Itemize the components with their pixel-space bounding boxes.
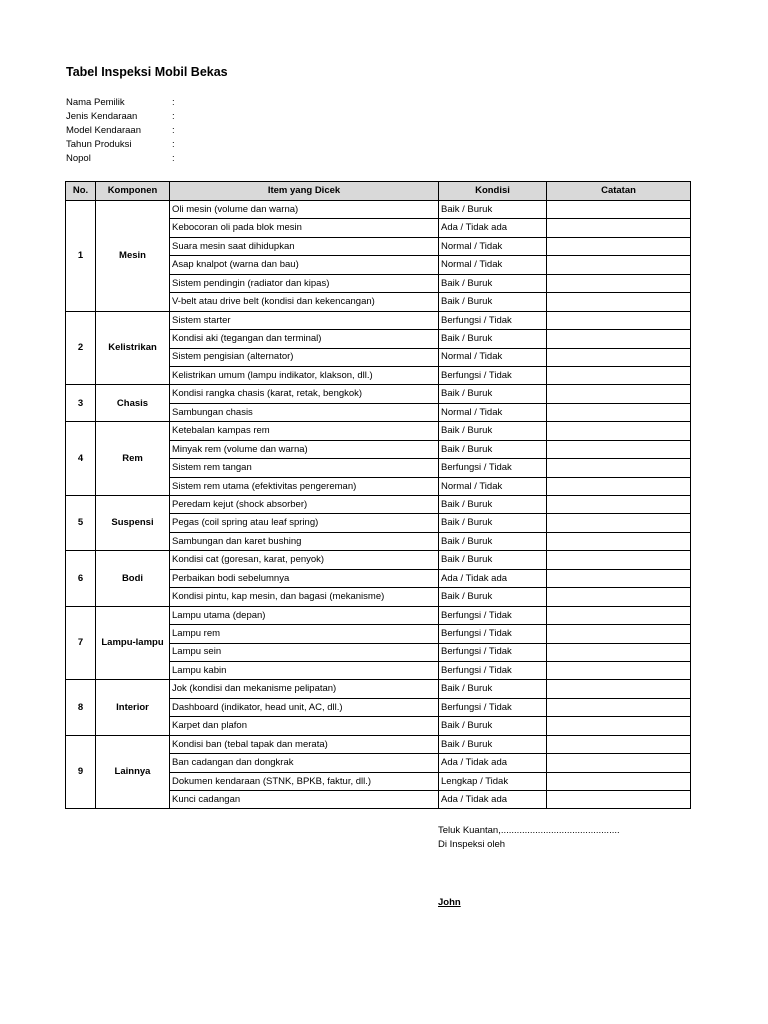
header-item: Item yang Dicek [170, 182, 439, 201]
info-row-vehicle-type [66, 110, 182, 124]
info-row-plate-number [66, 152, 182, 166]
check-item: Oli mesin (volume dan warna) [170, 201, 439, 219]
check-item: Sistem pendingin (radiator dan kipas) [170, 274, 439, 292]
component-name: Interior [96, 680, 170, 735]
check-item: Kondisi ban (tebal tapak dan merata) [170, 735, 439, 753]
check-item: Sambungan chasis [170, 403, 439, 421]
component-name: Rem [96, 422, 170, 496]
component-name: Kelistrikan [96, 311, 170, 385]
check-item: Kelistrikan umum (lampu indikator, klakson, dll.) [170, 366, 439, 384]
notes-cell[interactable] [547, 403, 691, 421]
check-item: Sambungan dan karet bushing [170, 532, 439, 550]
notes-cell[interactable] [547, 754, 691, 772]
notes-cell[interactable] [547, 514, 691, 532]
header-condition: Kondisi [439, 182, 547, 201]
info-row-vehicle-model [66, 124, 182, 138]
condition-options: Berfungsi / Tidak [439, 311, 547, 329]
info-value: : [172, 153, 175, 164]
notes-cell[interactable] [547, 588, 691, 606]
condition-options: Berfungsi / Tidak [439, 661, 547, 679]
condition-options: Baik / Buruk [439, 532, 547, 550]
condition-options: Baik / Buruk [439, 514, 547, 532]
check-item: Ban cadangan dan dongkrak [170, 754, 439, 772]
check-item: Lampu utama (depan) [170, 606, 439, 624]
info-label: Tahun Produksi [66, 139, 132, 150]
table-header-row [66, 182, 691, 201]
header-component: Komponen [96, 182, 170, 201]
page-title: Tabel Inspeksi Mobil Bekas [66, 65, 228, 79]
info-label: Nama Pemilik [66, 97, 125, 108]
condition-options: Berfungsi / Tidak [439, 366, 547, 384]
signature-caption: Di Inspeksi oleh [438, 839, 506, 850]
row-number: 3 [66, 385, 96, 422]
notes-cell[interactable] [547, 625, 691, 643]
condition-options: Ada / Tidak ada [439, 219, 547, 237]
condition-options: Baik / Buruk [439, 735, 547, 753]
check-item: V-belt atau drive belt (kondisi dan kekencangan) [170, 293, 439, 311]
notes-cell[interactable] [547, 330, 691, 348]
check-item: Karpet dan plafon [170, 717, 439, 735]
notes-cell[interactable] [547, 551, 691, 569]
info-value: : [172, 125, 175, 136]
notes-cell[interactable] [547, 569, 691, 587]
condition-options: Normal / Tidak [439, 256, 547, 274]
info-row-owner [66, 96, 182, 110]
signature-place-date: Teluk Kuantan,............................................. [438, 825, 620, 836]
condition-options: Baik / Buruk [439, 274, 547, 292]
component-name: Bodi [96, 551, 170, 606]
condition-options: Ada / Tidak ada [439, 791, 547, 809]
condition-options: Baik / Buruk [439, 496, 547, 514]
component-name: Suspensi [96, 496, 170, 551]
notes-cell[interactable] [547, 791, 691, 809]
condition-options: Baik / Buruk [439, 551, 547, 569]
vehicle-info [66, 96, 182, 166]
info-row-production-year [66, 138, 182, 152]
notes-cell[interactable] [547, 348, 691, 366]
condition-options: Baik / Buruk [439, 293, 547, 311]
info-value: : [172, 111, 175, 122]
condition-options: Normal / Tidak [439, 237, 547, 255]
notes-cell[interactable] [547, 274, 691, 292]
check-item: Sistem starter [170, 311, 439, 329]
notes-cell[interactable] [547, 459, 691, 477]
condition-options: Lengkap / Tidak [439, 772, 547, 790]
condition-options: Berfungsi / Tidak [439, 643, 547, 661]
inspection-table [65, 181, 691, 809]
notes-cell[interactable] [547, 717, 691, 735]
notes-cell[interactable] [547, 293, 691, 311]
condition-options: Normal / Tidak [439, 403, 547, 421]
row-number: 6 [66, 551, 96, 606]
check-item: Sistem pengisian (alternator) [170, 348, 439, 366]
component-name: Lampu-lampu [96, 606, 170, 680]
table-body [66, 201, 691, 809]
check-item: Kondisi pintu, kap mesin, dan bagasi (mekanisme) [170, 588, 439, 606]
check-item: Dashboard (indikator, head unit, AC, dll.) [170, 698, 439, 716]
notes-cell[interactable] [547, 422, 691, 440]
check-item: Suara mesin saat dihidupkan [170, 237, 439, 255]
notes-cell[interactable] [547, 477, 691, 495]
condition-options: Baik / Buruk [439, 680, 547, 698]
row-number: 2 [66, 311, 96, 385]
notes-cell[interactable] [547, 385, 691, 403]
condition-options: Berfungsi / Tidak [439, 698, 547, 716]
check-item: Peredam kejut (shock absorber) [170, 496, 439, 514]
condition-options: Ada / Tidak ada [439, 754, 547, 772]
condition-options: Berfungsi / Tidak [439, 625, 547, 643]
check-item: Lampu sein [170, 643, 439, 661]
condition-options: Baik / Buruk [439, 330, 547, 348]
table-row [66, 385, 691, 403]
check-item: Kebocoran oli pada blok mesin [170, 219, 439, 237]
notes-cell[interactable] [547, 772, 691, 790]
notes-cell[interactable] [547, 606, 691, 624]
condition-options: Baik / Buruk [439, 422, 547, 440]
notes-cell[interactable] [547, 366, 691, 384]
check-item: Kondisi cat (goresan, karat, penyok) [170, 551, 439, 569]
info-label: Model Kendaraan [66, 125, 141, 136]
condition-options: Berfungsi / Tidak [439, 606, 547, 624]
check-item: Perbaikan bodi sebelumnya [170, 569, 439, 587]
info-value: : [172, 97, 175, 108]
notes-cell[interactable] [547, 201, 691, 219]
notes-cell[interactable] [547, 311, 691, 329]
condition-options: Baik / Buruk [439, 717, 547, 735]
info-label: Jenis Kendaraan [66, 111, 138, 122]
check-item: Sistem rem tangan [170, 459, 439, 477]
notes-cell[interactable] [547, 680, 691, 698]
check-item: Lampu rem [170, 625, 439, 643]
condition-options: Berfungsi / Tidak [439, 459, 547, 477]
signature-name: John [438, 897, 461, 908]
component-name: Chasis [96, 385, 170, 422]
component-name: Mesin [96, 201, 170, 312]
row-number: 7 [66, 606, 96, 680]
table-row [66, 201, 691, 219]
info-value: : [172, 139, 175, 150]
notes-cell[interactable] [547, 532, 691, 550]
row-number: 5 [66, 496, 96, 551]
check-item: Jok (kondisi dan mekanisme pelipatan) [170, 680, 439, 698]
check-item: Dokumen kendaraan (STNK, BPKB, faktur, dll.) [170, 772, 439, 790]
table-row [66, 496, 691, 514]
row-number: 4 [66, 422, 96, 496]
condition-options: Normal / Tidak [439, 477, 547, 495]
check-item: Kondisi rangka chasis (karat, retak, bengkok) [170, 385, 439, 403]
table-row [66, 735, 691, 753]
condition-options: Baik / Buruk [439, 588, 547, 606]
row-number: 8 [66, 680, 96, 735]
table-row [66, 680, 691, 698]
notes-cell[interactable] [547, 237, 691, 255]
check-item: Kondisi aki (tegangan dan terminal) [170, 330, 439, 348]
condition-options: Baik / Buruk [439, 440, 547, 458]
row-number: 1 [66, 201, 96, 312]
condition-options: Normal / Tidak [439, 348, 547, 366]
check-item: Sistem rem utama (efektivitas pengereman) [170, 477, 439, 495]
notes-cell[interactable] [547, 496, 691, 514]
notes-cell[interactable] [547, 698, 691, 716]
notes-cell[interactable] [547, 661, 691, 679]
check-item: Pegas (coil spring atau leaf spring) [170, 514, 439, 532]
condition-options: Baik / Buruk [439, 385, 547, 403]
info-label: Nopol [66, 153, 91, 164]
condition-options: Baik / Buruk [439, 201, 547, 219]
check-item: Ketebalan kampas rem [170, 422, 439, 440]
header-notes: Catatan [547, 182, 691, 201]
row-number: 9 [66, 735, 96, 809]
table-row [66, 551, 691, 569]
header-no: No. [66, 182, 96, 201]
table-row [66, 311, 691, 329]
component-name: Lainnya [96, 735, 170, 809]
notes-cell[interactable] [547, 643, 691, 661]
check-item: Asap knalpot (warna dan bau) [170, 256, 439, 274]
notes-cell[interactable] [547, 256, 691, 274]
notes-cell[interactable] [547, 735, 691, 753]
check-item: Minyak rem (volume dan warna) [170, 440, 439, 458]
notes-cell[interactable] [547, 440, 691, 458]
check-item: Lampu kabin [170, 661, 439, 679]
table-row [66, 606, 691, 624]
notes-cell[interactable] [547, 219, 691, 237]
table-row [66, 422, 691, 440]
check-item: Kunci cadangan [170, 791, 439, 809]
condition-options: Ada / Tidak ada [439, 569, 547, 587]
